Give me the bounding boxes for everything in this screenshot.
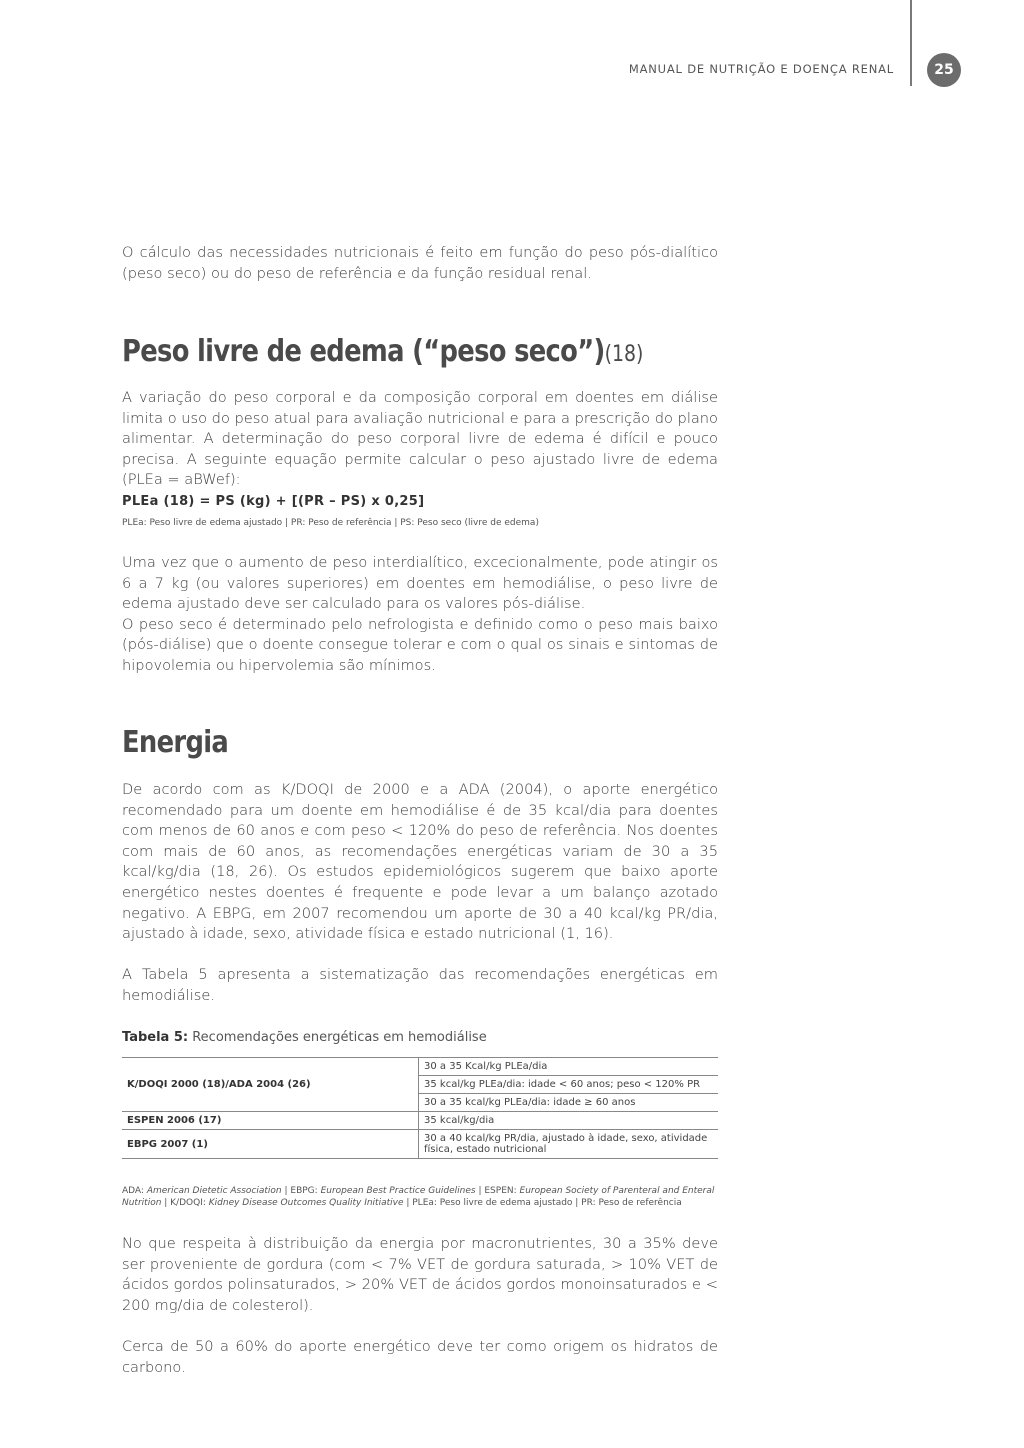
- formula-legend: PLEa: Peso livre de edema ajustado | PR: Peso de referência | PS: Peso seco (livre de edema): [122, 518, 539, 528]
- note-ada-full: American Dietetic Association: [146, 1186, 282, 1196]
- table-5: [122, 1057, 718, 1159]
- section-peso-heading: [122, 334, 718, 369]
- running-title: MANUAL DE NUTRIÇÃO E DOENÇA RENAL: [628, 62, 894, 76]
- energia-paragraph-4: Cerca de 50 a 60% do aporte energético deve ter como origem os hidratos de carbono.: [122, 1338, 718, 1376]
- energia-paragraph-2: A Tabela 5 apresenta a sistematização das recomendações energéticas em hemodiálise.: [122, 966, 718, 1004]
- note-ebpg-full: European Best Practice Guidelines: [320, 1186, 476, 1196]
- table-5-block: [122, 1057, 718, 1159]
- table-cell-value: 35 kcal/kg PLEa/dia: idade < 60 anos; peso < 120% PR: [419, 1076, 719, 1094]
- section-peso-body-2: [122, 553, 718, 677]
- note-kdoqi-full: Kidney Disease Outcomes Quality Initiative: [208, 1197, 404, 1208]
- formula-block: [122, 494, 718, 509]
- section-title-text: Peso livre de edema (“peso seco”): [122, 334, 605, 369]
- table-cell-value: 30 a 35 Kcal/kg PLEa/dia: [419, 1058, 719, 1076]
- section-energia-body-3: [122, 1234, 718, 1316]
- section-energia-body-2: [122, 965, 718, 1006]
- intro-block: [122, 243, 718, 284]
- table-notes-block: [122, 1186, 718, 1209]
- table-row: [122, 1058, 718, 1076]
- section-energia-body: [122, 780, 718, 945]
- note-espen-full: European Society of Parenteral and Enteral Nutrition: [122, 1186, 715, 1208]
- peso-paragraph-3: O peso seco é determinado pelo nefrologista e definido como o peso mais baixo (pós-diálise) que o doente consegue tolerar e com o qual os sinais e sintomas de hipovolemia ou hipervolemia são mínimos.: [122, 615, 718, 674]
- table-row: [122, 1130, 718, 1159]
- peso-paragraph-1: A variação do peso corporal e da composição corporal em doentes em diálise limita o uso do peso atual para avaliação nutricional e para a prescrição do plano alimentar. A determinação do peso corporal livre de edema é difícil e pouco precisa. A seguinte equação permite calcular o peso ajustado livre de edema (PLEa = aBWef):: [122, 389, 718, 489]
- table-cell-value: 30 a 40 kcal/kg PR/dia, ajustado à idade, sexo, atividade física, estado nutricional: [419, 1130, 719, 1159]
- note-ada-abbr: ADA:: [122, 1186, 147, 1196]
- table-cell-value: 30 a 35 kcal/kg PLEa/dia: idade ≥ 60 anos: [419, 1094, 719, 1112]
- note-rest: | PLEa: Peso livre de edema ajustado | PR: Peso de referência: [403, 1197, 682, 1208]
- intro-paragraph: O cálculo das necessidades nutricionais é feito em função do peso pós-dialítico (peso seco) ou do peso de referência e da função residual renal.: [122, 244, 718, 282]
- page-number-badge: 25: [927, 53, 961, 87]
- note-ebpg-abbr: | EBPG:: [281, 1186, 321, 1196]
- note-kdoqi-abbr: | K/DOQI:: [161, 1197, 209, 1208]
- section-energia-body-4: [122, 1337, 718, 1378]
- table-notes: [122, 1186, 718, 1209]
- table-caption-block: [122, 1030, 718, 1045]
- section-peso-body: [122, 388, 718, 491]
- energia-paragraph-1: De acordo com as K/DOQI de 2000 e a ADA (2004), o aporte energético recomendado para um doente em hemodiálise é de 35 kcal/dia para doentes com menos de 60 anos e com peso < 120% do peso de referência. Nos doentes com mais de 60 anos, as recomendações energéticas variam de 30 a 35 kcal/kg/dia (18, 26). Os estudos epidemiológicos sugerem que baixo aporte energético nestes doentes é frequente e pode levar a um balanço azotado negativo. A EBPG, em 2007 recomendou um aporte de 30 a 40 kcal/kg PR/dia, ajustado à idade, sexo, atividade física e estado nutricional (1, 16).: [122, 781, 718, 943]
- formula: PLEa (18) = PS (kg) + [(PR – PS) x 0,25]: [122, 494, 425, 509]
- energia-paragraph-3: No que respeita à distribuição da energia por macronutrientes, 30 a 35% deve ser proveniente de gordura (com < 7% VET de gordura saturada, > 10% VET de ácidos gordos polinsaturados, > 20% VET de ácidos gordos monoinsaturados e < 200 mg/dia de colesterol).: [122, 1235, 718, 1314]
- table-row: [122, 1112, 718, 1130]
- table-cell-org-espen: ESPEN 2006 (17): [122, 1112, 419, 1130]
- table-cell-value: 35 kcal/kg/dia: [419, 1112, 719, 1130]
- peso-paragraph-2: Uma vez que o aumento de peso interdialítico, excecionalmente, pode atingir os 6 a 7 kg (ou valores superiores) em doentes em hemodiálise, o peso livre de edema ajustado deve ser calculado para os valores pós-diálise.: [122, 554, 718, 613]
- note-espen-abbr: | ESPEN:: [475, 1186, 520, 1196]
- section-energia-heading: [122, 725, 718, 760]
- table-cell-org-kdoqi: K/DOQI 2000 (18)/ADA 2004 (26): [122, 1058, 419, 1112]
- table-caption-text: Recomendações energéticas em hemodiálise: [188, 1030, 487, 1045]
- table-caption-label: Tabela 5:: [122, 1030, 189, 1045]
- section-title-ref: (18): [604, 342, 644, 367]
- header-divider: [910, 0, 912, 86]
- table-cell-org-ebpg: EBPG 2007 (1): [122, 1130, 419, 1159]
- table-caption: [122, 1030, 718, 1045]
- energia-title: Energia: [122, 725, 229, 760]
- formula-legend-block: [122, 518, 718, 528]
- section-title: [122, 334, 644, 369]
